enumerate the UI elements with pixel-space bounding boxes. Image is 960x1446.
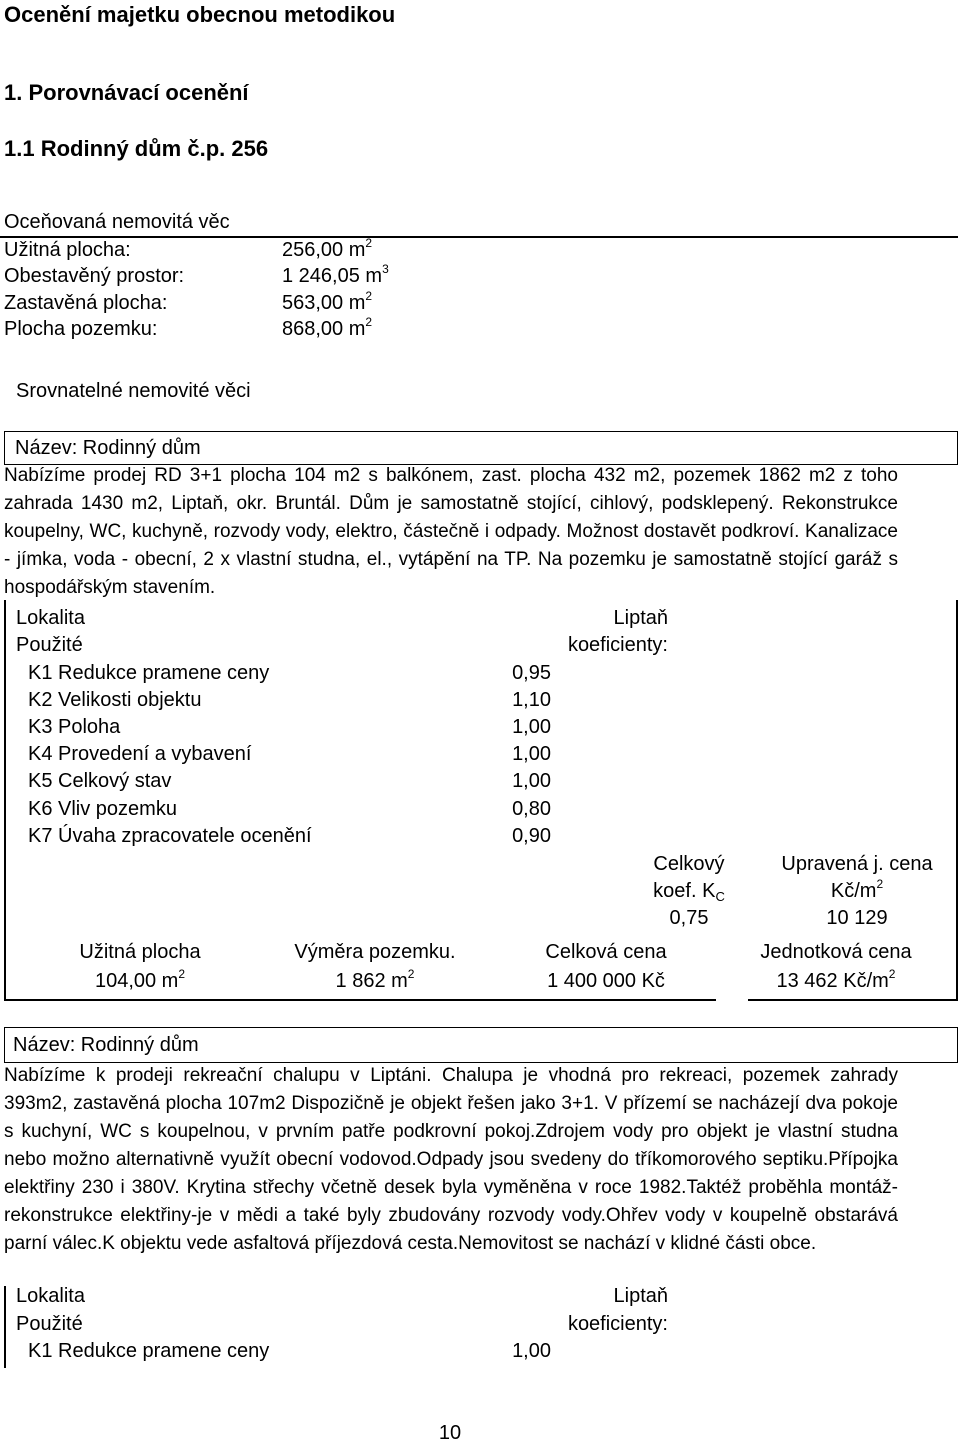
koef-kc-value: 0,75 xyxy=(669,907,709,929)
comp1-left-border xyxy=(4,600,6,1001)
summary-header: Užitná plocha xyxy=(79,941,201,963)
comparables-heading: Srovnatelné nemovité věci xyxy=(16,380,251,402)
coef-label: K6 Vliv pozemku xyxy=(28,798,177,820)
subject-label: Zastavěná plocha: xyxy=(4,292,168,314)
subject-label: Užitná plocha: xyxy=(4,239,131,261)
coef-label: K1 Redukce pramene ceny xyxy=(28,1340,270,1362)
coef-label: K5 Celkový stav xyxy=(28,770,172,792)
coef-value: 0,95 xyxy=(512,662,551,684)
comp2-description: Nabízíme k prodeji rekreační chalupu v Liptáni. Chalupa je vhodná pro rekreaci, pozemek zahrady 393m2, zastavěná plocha 107m2 Dispozičně je objekt řešen jako 3+1. V přízemí se nacházejí dva pokoje s kuchyní, WC s koupelnou, v prvním patře podkrovní pokoj.Zdrojem vody pro objekt je vlastní studna nebo možno alternativně využít obecní vodovod.Odpady jsou svedeny do tříkomorového septiku.Přípojka elektřiny 230 i 380V. Krytina střechy včetně desek byla vyměněna v roce 1982.Taktéž proběhla montáž-rekonstrukce elektřiny-je v mědi a také byly zbudovány rozvody vody.Ohřev vody v koupelně obstarává parní válec.K objektu vede asfaltová příjezdová cesta.Nemovitost se nachází v klidné části obce. xyxy=(4,1065,898,1254)
subject-label: Obestavěný prostor: xyxy=(4,265,185,287)
coef-value: 1,10 xyxy=(512,689,551,711)
subject-value: 868,00 $m^2$ xyxy=(282,315,373,340)
comp2-lokalita-value: Liptaň xyxy=(613,1285,668,1307)
comp1-name: Název: Rodinný dům xyxy=(15,437,201,459)
coef-value: 1,00 xyxy=(512,770,551,792)
comp1-lokalita-label: Lokalita xyxy=(16,607,85,629)
subject-heading-rule xyxy=(0,236,958,238)
comp1-name-box xyxy=(4,431,958,465)
comp1-bottom-rule xyxy=(4,999,716,1001)
celkova-cena-value: 1 400 000 Kč xyxy=(547,970,665,992)
comp1-right-border xyxy=(956,600,958,1001)
vymera-pozemku-value: 1 862 $m^2$ xyxy=(335,967,415,992)
coef-value: 0,90 xyxy=(512,825,551,847)
summary-header: Výměra pozemku. xyxy=(294,941,456,963)
comp2-name: Název: Rodinný dům xyxy=(13,1034,199,1056)
comp2-lokalita-label: Lokalita xyxy=(16,1285,85,1307)
koef-kc-label: koef. $K_C$ xyxy=(653,880,725,904)
coef-value: 1,00 xyxy=(512,716,551,738)
page-number: 10 xyxy=(438,1422,462,1444)
coef-value: 1,00 xyxy=(512,1340,551,1362)
coef-label: K4 Provedení a vybavení xyxy=(28,743,252,765)
kc-m2-label: $Kč/m^2$ xyxy=(830,877,884,902)
subject-value: 256,00 $m^2$ xyxy=(282,236,373,261)
coef-value: 0,80 xyxy=(512,798,551,820)
comp1-lokalita-value: Liptaň xyxy=(613,607,668,629)
main-title: Ocenění majetku obecnou metodikou xyxy=(4,2,396,27)
coef-label: K7 Úvaha zpracovatele ocenění xyxy=(28,825,312,847)
subject-heading: Oceňovaná nemovitá věc xyxy=(4,211,230,233)
coef-value: 1,00 xyxy=(512,743,551,765)
comp2-koef-label: koeficienty: xyxy=(567,1313,668,1335)
comp1-koef-label: koeficienty: xyxy=(567,634,668,656)
coef-label: K3 Poloha xyxy=(28,716,121,738)
jednotkova-cena-value: 13 462 $Kč/m^2$ xyxy=(776,967,896,992)
summary-header: Celková cena xyxy=(545,941,667,963)
subject-label: Plocha pozemku: xyxy=(4,318,158,340)
subsection-title: 1.1 Rodinný dům č.p. 256 xyxy=(4,136,269,161)
comp1-bottom-rule-right xyxy=(748,999,957,1001)
comp2-pouzite-label: Použité xyxy=(16,1313,83,1335)
coef-label: K2 Velikosti objektu xyxy=(28,689,202,711)
uzitna-plocha-value: 104,00 $m^2$ xyxy=(94,967,186,992)
comp1-pouzite-label: Použité xyxy=(16,634,83,656)
celkovy-label: Celkový xyxy=(653,853,725,875)
comp2-left-border xyxy=(4,1286,6,1368)
coef-label: K1 Redukce pramene ceny xyxy=(28,662,270,684)
upravena-cena-label: Upravená j. cena xyxy=(781,853,933,875)
section-title: 1. Porovnávací ocenění xyxy=(4,80,249,105)
comp2-name-box xyxy=(4,1027,958,1063)
comp1-description: Nabízíme prodej RD 3+1 plocha 104 m2 s balkónem, zast. plocha 432 m2, pozemek 1862 m2 z toho zahrada 1430 m2, Liptaň, okr. Bruntál. Dům je samostatně stojící, cihlový, podsklepený. Rekonstrukce koupelny, WC, kuchyně, rozvody vody, elektro, částečně i odpady. Možnost dostavět podkroví. Kanalizace - jímka, voda - obecní, 2 x vlastní studna, el., vytápění na TP. Na pozemku je samostatně stojící garáž s hospodářským stavením. xyxy=(4,465,898,598)
upravena-cena-value: 10 129 xyxy=(826,907,888,929)
summary-header: Jednotková cena xyxy=(760,941,912,963)
subject-value: 563,00 $m^2$ xyxy=(282,289,373,314)
subject-value: 1 246,05 $m^3$ xyxy=(282,262,389,287)
